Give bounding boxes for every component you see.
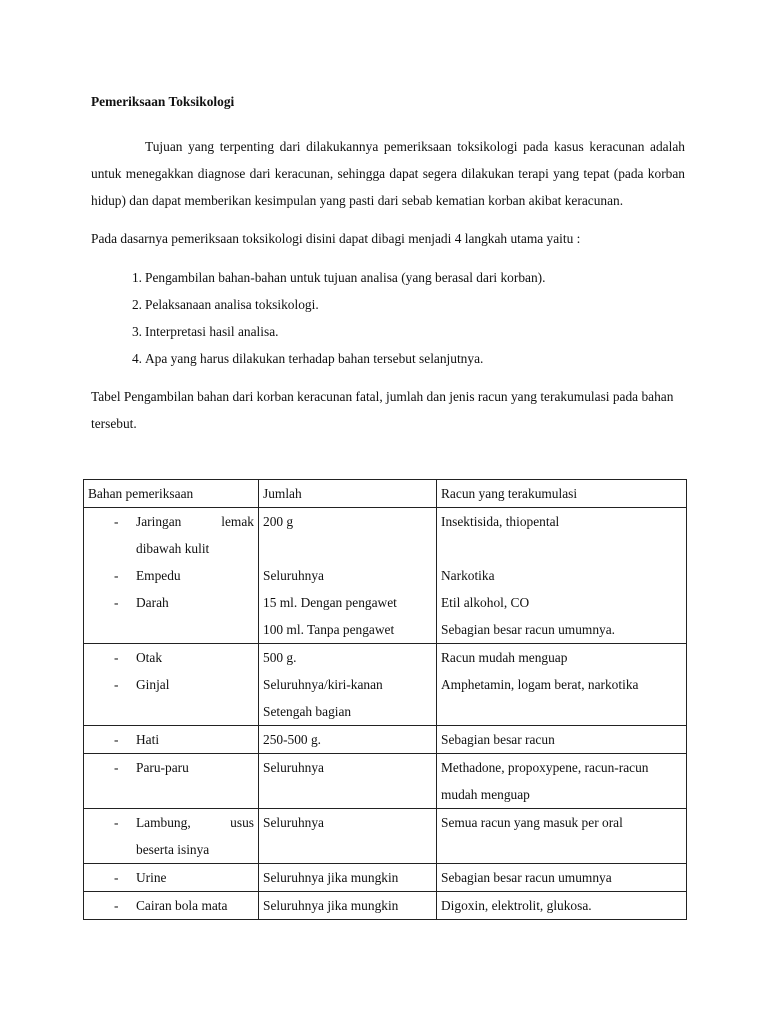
list-number: 4. xyxy=(131,351,142,366)
table-cell: Methadone, propoxypene, racun-racun mudah menguap xyxy=(437,754,687,809)
table-cell xyxy=(84,754,259,809)
table-cell: Digoxin, elektrolit, glukosa. xyxy=(437,892,687,920)
cell-line: Etil alkohol, CO xyxy=(441,595,530,610)
item-label: Paru-paru xyxy=(136,760,189,775)
table-row xyxy=(84,754,687,809)
table-row xyxy=(84,864,687,892)
list-item-continuation xyxy=(88,836,254,863)
list-item xyxy=(91,291,685,318)
list-item: - Empedu xyxy=(114,568,181,583)
cell-line: Insektisida, thiopental xyxy=(441,514,560,529)
list-item: - Hati xyxy=(114,732,160,747)
item-label: Jaringan lemak xyxy=(136,514,254,529)
list-item xyxy=(91,264,685,291)
list-number: 2. xyxy=(131,297,142,312)
table-caption: Tabel Pengambilan bahan dari korban keracunan fatal, jumlah dan jenis racun yang terakumulasi pada bahan tersebut. xyxy=(91,389,674,431)
cell-line: 500 g. xyxy=(263,650,297,665)
table-cell: Seluruhnya xyxy=(259,809,437,864)
table-cell xyxy=(84,644,259,726)
table-cell xyxy=(84,864,259,892)
table-cell: Seluruhnya jika mungkin xyxy=(259,892,437,920)
item-label: Empedu xyxy=(136,568,181,583)
table-cell xyxy=(84,726,259,754)
item-label: Lambung, usus xyxy=(136,815,254,830)
table-row xyxy=(84,809,687,864)
item-label: Darah xyxy=(136,595,169,610)
cell-line: 100 ml. Tanpa pengawet xyxy=(263,622,395,637)
cell-line: Narkotika xyxy=(441,568,495,583)
list-text: Pelaksanaan analisa toksikologi. xyxy=(145,297,319,312)
list-item: - Urine xyxy=(114,870,167,885)
intro-paragraph: Tujuan yang terpenting dari dilakukannya pemeriksaan toksikologi pada kasus keracunan adalah untuk menegakkan diagnose dari keracunan, sehingga dapat segera dilakukan terapi yang tepat (pada korban hidup) dan dapat memberikan kesimpulan yang pasti dari sebab kematian korban akibat keracunan. xyxy=(91,139,685,208)
toxicology-table xyxy=(83,479,687,920)
table-row xyxy=(84,508,687,644)
table-cell xyxy=(259,508,437,644)
table-row xyxy=(84,644,687,726)
item-label: Ginjal xyxy=(136,677,170,692)
document-title: Pemeriksaan Toksikologi xyxy=(91,94,235,109)
cell-line: Seluruhnya/kiri-kanan xyxy=(263,677,383,692)
header-cell-bahan: Bahan pemeriksaan xyxy=(84,480,259,508)
table-row xyxy=(84,726,687,754)
steps-intro-paragraph: Pada dasarnya pemeriksaan toksikologi disini dapat dibagi menjadi 4 langkah utama yaitu : xyxy=(91,231,581,246)
list-item: - Ginjal xyxy=(114,677,170,692)
list-item: - Cairan bola mata xyxy=(114,898,228,913)
cell-line: Amphetamin, logam berat, narkotika xyxy=(441,677,639,692)
steps-list xyxy=(91,264,685,372)
table-cell xyxy=(84,809,259,864)
item-label: dibawah kulit xyxy=(136,541,210,556)
table-cell: Semua racun yang masuk per oral xyxy=(437,809,687,864)
cell-line: 15 ml. Dengan pengawet xyxy=(263,595,397,610)
table-cell xyxy=(259,644,437,726)
list-item xyxy=(91,345,685,372)
table-cell: Sebagian besar racun umumnya xyxy=(437,864,687,892)
list-number: 1. xyxy=(131,270,142,285)
cell-line: Setengah bagian xyxy=(263,704,352,719)
list-item: - Otak xyxy=(114,650,163,665)
item-label: beserta isinya xyxy=(136,842,210,857)
list-item xyxy=(91,318,685,345)
list-item: - Paru-paru xyxy=(114,760,189,775)
item-label: Hati xyxy=(136,732,160,747)
list-item: - Jaringan lemak xyxy=(88,508,254,535)
table-cell xyxy=(437,508,687,644)
table-row xyxy=(84,892,687,920)
cell-line: 200 g xyxy=(263,514,294,529)
document-page xyxy=(91,88,685,437)
cell-line: Seluruhnya xyxy=(263,568,324,583)
item-label: Cairan bola mata xyxy=(136,898,228,913)
list-number: 3. xyxy=(131,324,142,339)
list-text: Apa yang harus dilakukan terhadap bahan tersebut selanjutnya. xyxy=(145,351,484,366)
table-cell: Sebagian besar racun xyxy=(437,726,687,754)
table-cell: 250-500 g. xyxy=(259,726,437,754)
list-text: Interpretasi hasil analisa. xyxy=(145,324,279,339)
list-item: - Lambung, usus xyxy=(88,809,254,836)
cell-line: Sebagian besar racun umumnya. xyxy=(441,622,616,637)
table-cell xyxy=(84,508,259,644)
header-cell-jumlah: Jumlah xyxy=(259,480,437,508)
item-label: Urine xyxy=(136,870,167,885)
cell-line: Racun mudah menguap xyxy=(441,650,568,665)
table-cell xyxy=(84,892,259,920)
table-cell xyxy=(437,644,687,726)
list-item-continuation xyxy=(88,535,254,562)
header-cell-racun: Racun yang terakumulasi xyxy=(437,480,687,508)
list-text: Pengambilan bahan-bahan untuk tujuan analisa (yang berasal dari korban). xyxy=(145,270,546,285)
item-label: Otak xyxy=(136,650,163,665)
table-header-row xyxy=(84,480,687,508)
table-cell: Seluruhnya xyxy=(259,754,437,809)
table-cell: Seluruhnya jika mungkin xyxy=(259,864,437,892)
list-item: - Darah xyxy=(114,595,169,610)
